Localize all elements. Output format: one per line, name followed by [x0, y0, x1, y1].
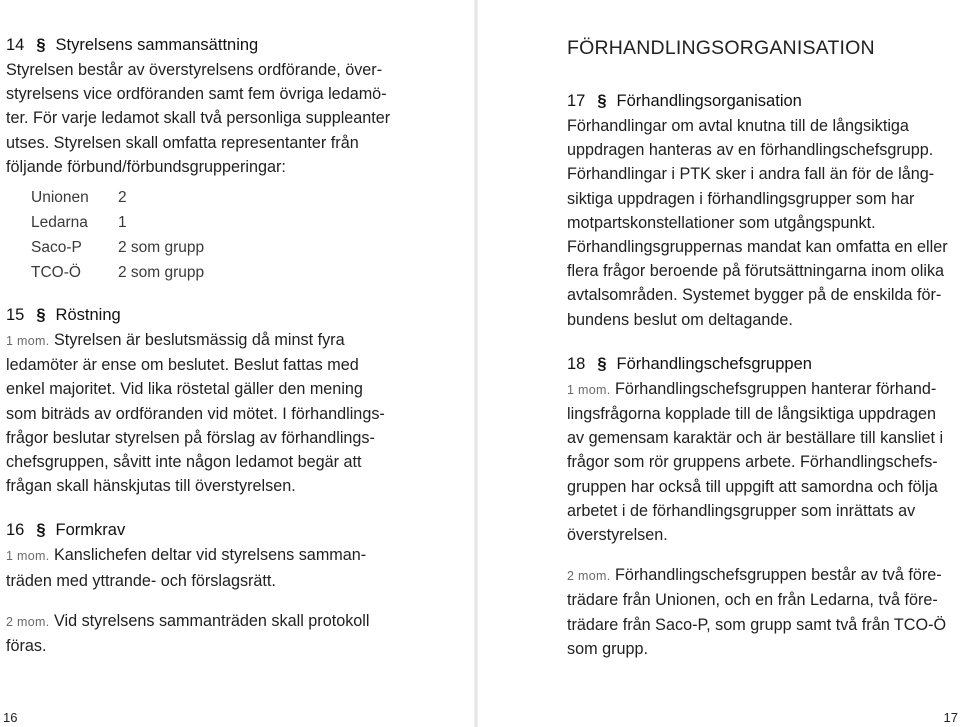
text-line: arbetet i de förhandlingsgrupper som inrättats av — [567, 501, 916, 520]
mom-label: 1 mom. — [567, 382, 611, 397]
section-number: 15 — [6, 306, 25, 325]
text-line: enkel majoritet. Vid lika röstetal gäller den mening — [6, 380, 363, 399]
section-number: 16 — [6, 521, 25, 540]
text-span: Förhandlingschefsgruppen hanterar förhand- — [614, 379, 937, 398]
text-line: utses. Styrelsen skall omfatta representanter från — [6, 133, 359, 152]
section-18-heading — [567, 352, 952, 377]
text-line: som grupp. — [567, 639, 648, 658]
union-count: 2 som grupp — [118, 238, 205, 256]
table-row — [31, 210, 204, 235]
text-line: lingsfrågorna kopplade till de långsiktiga uppdragen — [567, 405, 936, 424]
text-line: chefsgruppen, såvitt inte någon ledamot begär att — [6, 453, 362, 472]
text-line: trädare från Unionen, och en från Ledarna, två före- — [567, 591, 938, 610]
section-symbol: § — [36, 521, 46, 540]
mom-label: 2 mom. — [6, 614, 50, 629]
page-number: 16 — [3, 710, 18, 725]
text-line: följande förbund/förbundsgrupperingar: — [6, 157, 286, 176]
section-15-heading — [6, 303, 466, 328]
section-number: 17 — [567, 92, 586, 110]
text-line: siktiga uppdragen i förhandlingsgrupper som har — [567, 189, 915, 208]
section-16-heading — [6, 518, 466, 543]
text-line: gruppen har också till uppgift att samordna och följa — [567, 477, 938, 496]
text-line: motpartskonstellationer som utgångspunkt. — [567, 213, 876, 232]
left-page — [0, 0, 474, 727]
text-line: som biträds av ordföranden vid mötet. I förhandlings- — [6, 404, 385, 423]
text-line: uppdragen hanteras av en förhandlingschefsgrupp. — [567, 141, 934, 160]
document-title: FÖRHANDLINGSORGANISATION — [567, 37, 875, 59]
text-line: Förhandlingar om avtal knutna till de långsiktiga — [567, 117, 909, 135]
text-line: bundens beslut om deltagande. — [567, 310, 793, 329]
text-line — [567, 377, 952, 402]
section-number: 18 — [567, 354, 586, 373]
text-line: av gemensam karaktär och är beställare till kansliet i — [567, 429, 944, 448]
text-line — [6, 328, 466, 353]
section-symbol: § — [36, 306, 46, 325]
table-row — [31, 260, 204, 285]
text-line: avtalsområden. Systemet bygger på de enskilda för- — [567, 286, 942, 305]
section-symbol: § — [597, 354, 607, 373]
representation-table — [31, 185, 204, 285]
union-name: Ledarna — [31, 213, 88, 231]
text-span: Vid styrelsens sammanträden skall protokoll — [53, 611, 370, 630]
table-row — [31, 235, 204, 260]
union-name: Unionen — [31, 188, 89, 206]
left-column — [6, 33, 466, 658]
text-line: Förhandlingar i PTK sker i andra fall än för de lång- — [567, 165, 935, 184]
mom-label: 1 mom. — [6, 549, 50, 564]
right-column — [567, 34, 952, 661]
union-count: 1 — [118, 213, 127, 231]
page-number: 17 — [943, 710, 958, 725]
text-line: frågor beslutar styrelsen på förslag av förhandlings- — [6, 428, 375, 447]
union-count: 2 som grupp — [118, 263, 205, 281]
text-line: Styrelsen består av överstyrelsens ordförande, över- — [6, 61, 383, 79]
section-number: 14 — [6, 36, 25, 54]
section-title: Förhandlingsorganisation — [616, 92, 802, 110]
union-name: Saco-P — [31, 238, 82, 256]
table-row — [31, 185, 204, 210]
section-title: Formkrav — [55, 521, 126, 540]
text-line: Förhandlingsgruppernas mandat kan omfatta en eller — [567, 238, 948, 257]
section-title: Styrelsens sammansättning — [55, 36, 259, 54]
text-line: styrelsens vice ordföranden samt fem övriga ledamö- — [6, 85, 387, 104]
text-line: ter. För varje ledamot skall två personliga suppleanter — [6, 109, 391, 128]
text-line — [6, 609, 466, 634]
mom-label: 2 mom. — [567, 569, 611, 584]
section-title: Röstning — [55, 306, 121, 325]
text-line: frågor som rör gruppens arbete. Förhandlingschefs- — [567, 453, 938, 472]
text-span: Kanslichefen deltar vid styrelsens samman- — [53, 546, 367, 565]
mom-label: 1 mom. — [6, 334, 50, 349]
text-line: föras. — [6, 637, 47, 656]
right-page — [478, 0, 960, 727]
text-line — [6, 543, 466, 568]
text-line: frågan skall hänskjutas till överstyrelsen. — [6, 477, 296, 496]
section-symbol: § — [597, 92, 607, 110]
section-14-heading — [6, 33, 466, 58]
union-count: 2 — [118, 188, 127, 206]
text-span: Styrelsen är beslutsmässig då minst fyra — [53, 331, 345, 350]
text-line — [567, 563, 952, 588]
section-title: Förhandlingschefsgruppen — [616, 354, 812, 373]
text-line: ledamöter är ense om beslutet. Beslut fattas med — [6, 356, 359, 375]
text-line: överstyrelsen. — [567, 526, 668, 545]
text-line: träden med yttrande- och förslagsrätt. — [6, 571, 276, 590]
text-line: trädare från Saco-P, som grupp samt två från TCO-Ö — [567, 615, 947, 634]
section-symbol: § — [36, 36, 46, 54]
text-line: flera frågor beroende på förutsättningarna inom olika — [567, 262, 945, 281]
union-name: TCO-Ö — [31, 263, 81, 281]
text-span: Förhandlingschefsgruppen består av två före- — [614, 566, 942, 585]
section-17-heading — [567, 89, 952, 114]
